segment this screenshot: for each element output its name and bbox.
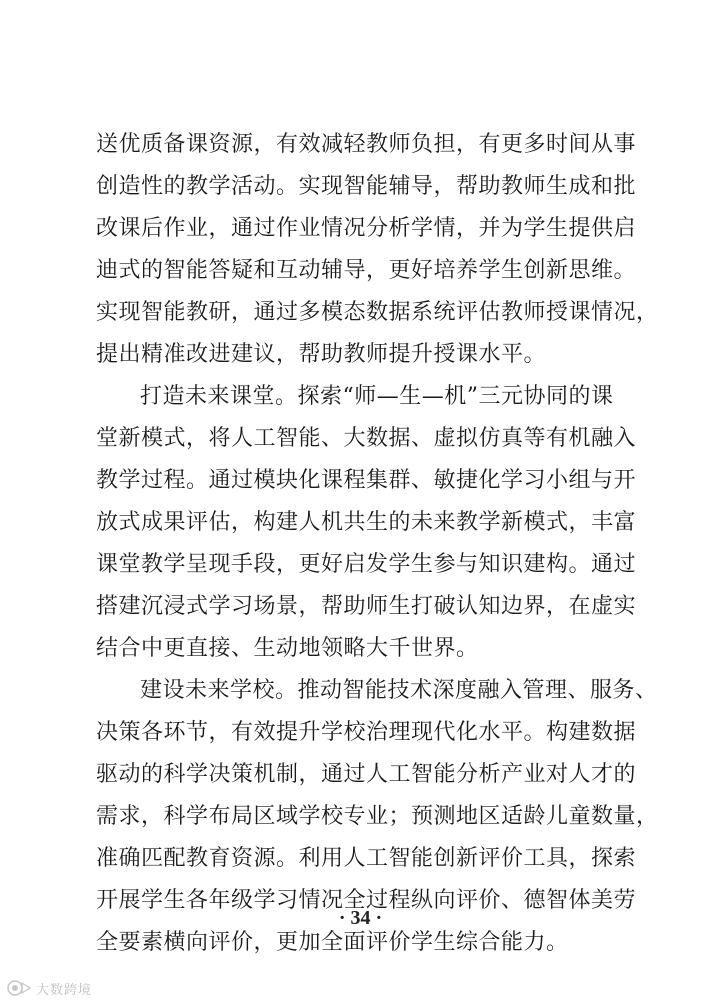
watermark-logo-icon (6, 979, 32, 997)
text-line: 提出精准改进建议，帮助教师提升授课水平。 (96, 342, 547, 367)
text-line: 放式成果评估，构建人机共生的未来教学新模式，丰富 (96, 510, 637, 535)
text-line: 搭建沉浸式学习场景，帮助师生打破认知边界，在虚实 (96, 594, 637, 619)
text-line: 迪式的智能答疑和互动辅导，更好培养学生创新思维。 (96, 258, 637, 283)
text-line: 实现智能教研，通过多模态数据系统评估教师授课情况， (96, 300, 659, 325)
text-line: 改课后作业，通过作业情况分析学情，并为学生提供启 (96, 216, 637, 241)
text-line: 需求，科学布局区域学校专业；预测地区适龄儿童数量， (96, 804, 659, 829)
paragraph-continuation (96, 124, 659, 376)
text-line: 全要素横向评价，更加全面评价学生综合能力。 (96, 930, 569, 955)
text-line: 准确匹配教育资源。利用人工智能创新评价工具，探索 (96, 846, 637, 871)
text-line: 开展学生各年级学习情况全过程纵向评价、德智体美劳 (96, 888, 637, 913)
watermark-text: 大数跨境 (36, 982, 93, 998)
text-line: 送优质备课资源，有效减轻教师负担，有更多时间从事 (96, 132, 637, 157)
text-line: 堂新模式，将人工智能、大数据、虚拟仿真等有机融入 (96, 426, 637, 451)
text-line: 结合中更直接、生动地领略大千世界。 (96, 636, 479, 661)
text-line: 驱动的科学决策机制，通过人工智能分析产业对人才的 (96, 762, 637, 787)
text-line: 建设未来学校。推动智能技术深度融入管理、服务、 (140, 678, 658, 703)
text-line: 决策各环节，有效提升学校治理现代化水平。构建数据 (96, 720, 637, 745)
watermark (6, 978, 92, 998)
text-line: 打造未来课堂。探索“师—生—机”三元协同的课 (140, 384, 614, 409)
page-number: · 34 · (338, 907, 383, 929)
text-line: 教学过程。通过模块化课程集群、敏捷化学习小组与开 (96, 468, 637, 493)
text-line: 课堂教学呈现手段，更好启发学生参与知识建构。通过 (96, 552, 637, 577)
body-text (96, 124, 659, 964)
paragraph-future-classroom (96, 376, 636, 670)
text-line: 创造性的教学活动。实现智能辅导，帮助教师生成和批 (96, 174, 637, 199)
